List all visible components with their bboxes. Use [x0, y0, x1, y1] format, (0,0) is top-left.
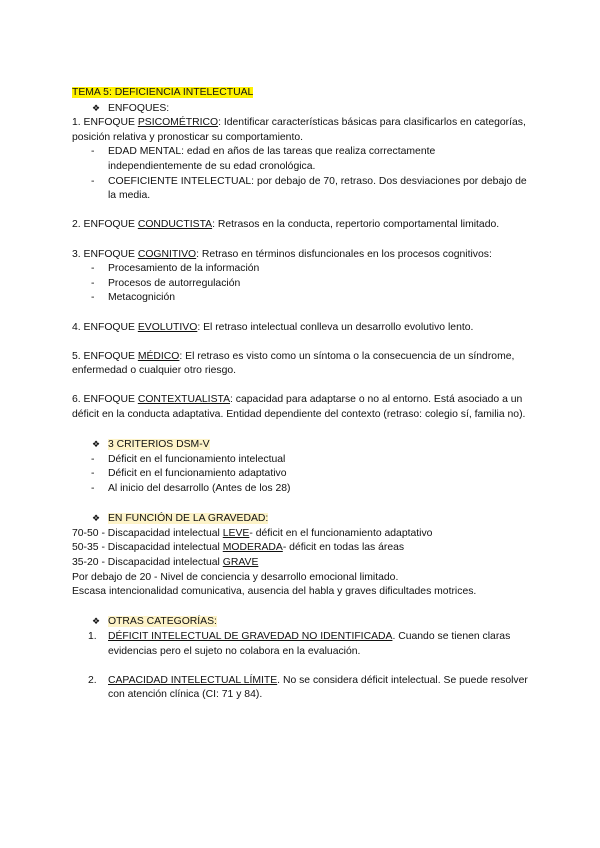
gravedad-escasa: Escasa intencionalidad comunicativa, ausencia del habla y graves dificultades motrices. [72, 586, 477, 598]
gravedad-leve: 70-50 - Discapacidad intelectual LEVE- déficit en el funcionamiento adaptativo [72, 527, 433, 539]
diamond-bullet-icon: ❖ [92, 439, 101, 450]
list-item: - Metacognición [72, 291, 532, 306]
document-page [72, 86, 532, 703]
enfoque-medico: 5. ENFOQUE MÉDICO: El retraso es visto como un síntoma o la consecuencia de un síndrome, enfermedad o cualquier otro riesgo. [72, 350, 515, 377]
enfoque-conductista: 2. ENFOQUE CONDUCTISTA: Retrasos en la conducta, repertorio comportamental limitado. [72, 219, 500, 231]
list-item: 1. DÉFICIT INTELECTUAL DE GRAVEDAD NO IDENTIFICADA. Cuando se tienen claras evidencias pero el sujeto no colabora en la evaluación. [88, 630, 511, 657]
gravedad-heading: ❖ EN FUNCIÓN DE LA GRAVEDAD: [92, 513, 269, 525]
otras-heading: ❖ OTRAS CATEGORÍAS: [92, 616, 217, 628]
psicometrico-list [72, 145, 532, 203]
diamond-bullet-icon: ❖ [92, 616, 101, 627]
gravedad-below20: Por debajo de 20 - Nivel de conciencia y desarrollo emocional limitado. [72, 571, 399, 583]
diamond-bullet-icon: ❖ [92, 513, 101, 524]
list-item: 2. CAPACIDAD INTELECTUAL LÍMITE. No se considera déficit intelectual. Se puede resolver con atención clínica (CI: 71 y 84). [88, 674, 528, 701]
enfoque-contextualista: 6. ENFOQUE CONTEXTUALISTA: capacidad para adaptarse o no al entorno. Está asociado a un déficit en la conducta adaptativa. Entidad dependiente del contexto (retraso: colegio sí, familia no). [72, 394, 526, 421]
list-item: - COEFICIENTE INTELECTUAL: por debajo de 70, retraso. Dos desviaciones por debajo de la media. [72, 175, 532, 204]
term-psicometrico: PSICOMÉTRICO [137, 117, 219, 129]
dsm-heading: ❖ 3 CRITERIOS DSM-V [92, 439, 210, 451]
term-moderada: MODERADA [222, 542, 283, 554]
term-leve: LEVE [222, 527, 250, 539]
otras-list-2 [72, 674, 532, 703]
dsm-list [72, 453, 532, 497]
page-title [72, 86, 532, 101]
list-item: - Procesamiento de la información [72, 262, 532, 277]
list-item: - Procesos de autorregulación [72, 277, 532, 292]
enfoques-heading: ❖ ENFOQUES: [92, 102, 170, 114]
cognitivo-list [72, 262, 532, 306]
term-limite: CAPACIDAD INTELECTUAL LÍMITE [108, 674, 278, 686]
enfoque-evolutivo: 4. ENFOQUE EVOLUTIVO: El retraso intelectual conlleva un desarrollo evolutivo lento. [72, 321, 474, 333]
enfoque-cognitivo: 3. ENFOQUE COGNITIVO: Retraso en términos disfuncionales en los procesos cognitivos: [72, 248, 492, 260]
term-grave: GRAVE [222, 557, 259, 568]
term-evolutivo: EVOLUTIVO [137, 321, 198, 333]
term-contextualista: CONTEXTUALISTA [137, 394, 231, 406]
term-conductista: CONDUCTISTA [137, 219, 213, 231]
title-text: TEMA 5: DEFICIENCIA INTELECTUAL [72, 87, 254, 98]
gravedad-moderada: 50-35 - Discapacidad intelectual MODERADA- déficit en todas las áreas [72, 542, 405, 554]
enfoque-psicometrico: 1. ENFOQUE PSICOMÉTRICO: Identificar características básicas para clasificarlos en categorías, posición relativa y pronosticar su comportamiento. [72, 117, 526, 143]
gravedad-grave: 35-20 - Discapacidad intelectual GRAVE [72, 557, 259, 568]
list-item: - EDAD MENTAL: edad en años de las tareas que realiza correctamente independientemente de su edad cronológica. [72, 145, 532, 174]
otras-list [72, 630, 532, 659]
list-item: - Déficit en el funcionamiento intelectual [72, 453, 532, 468]
list-item: - Déficit en el funcionamiento adaptativo [72, 467, 532, 482]
term-cognitivo: COGNITIVO [137, 248, 197, 260]
list-item: - Al inicio del desarrollo (Antes de los 28) [72, 482, 532, 497]
term-medico: MÉDICO [137, 350, 180, 362]
term-no-identificada: DÉFICIT INTELECTUAL DE GRAVEDAD NO IDENTIFICADA [108, 630, 393, 642]
diamond-bullet-icon: ❖ [92, 102, 101, 113]
